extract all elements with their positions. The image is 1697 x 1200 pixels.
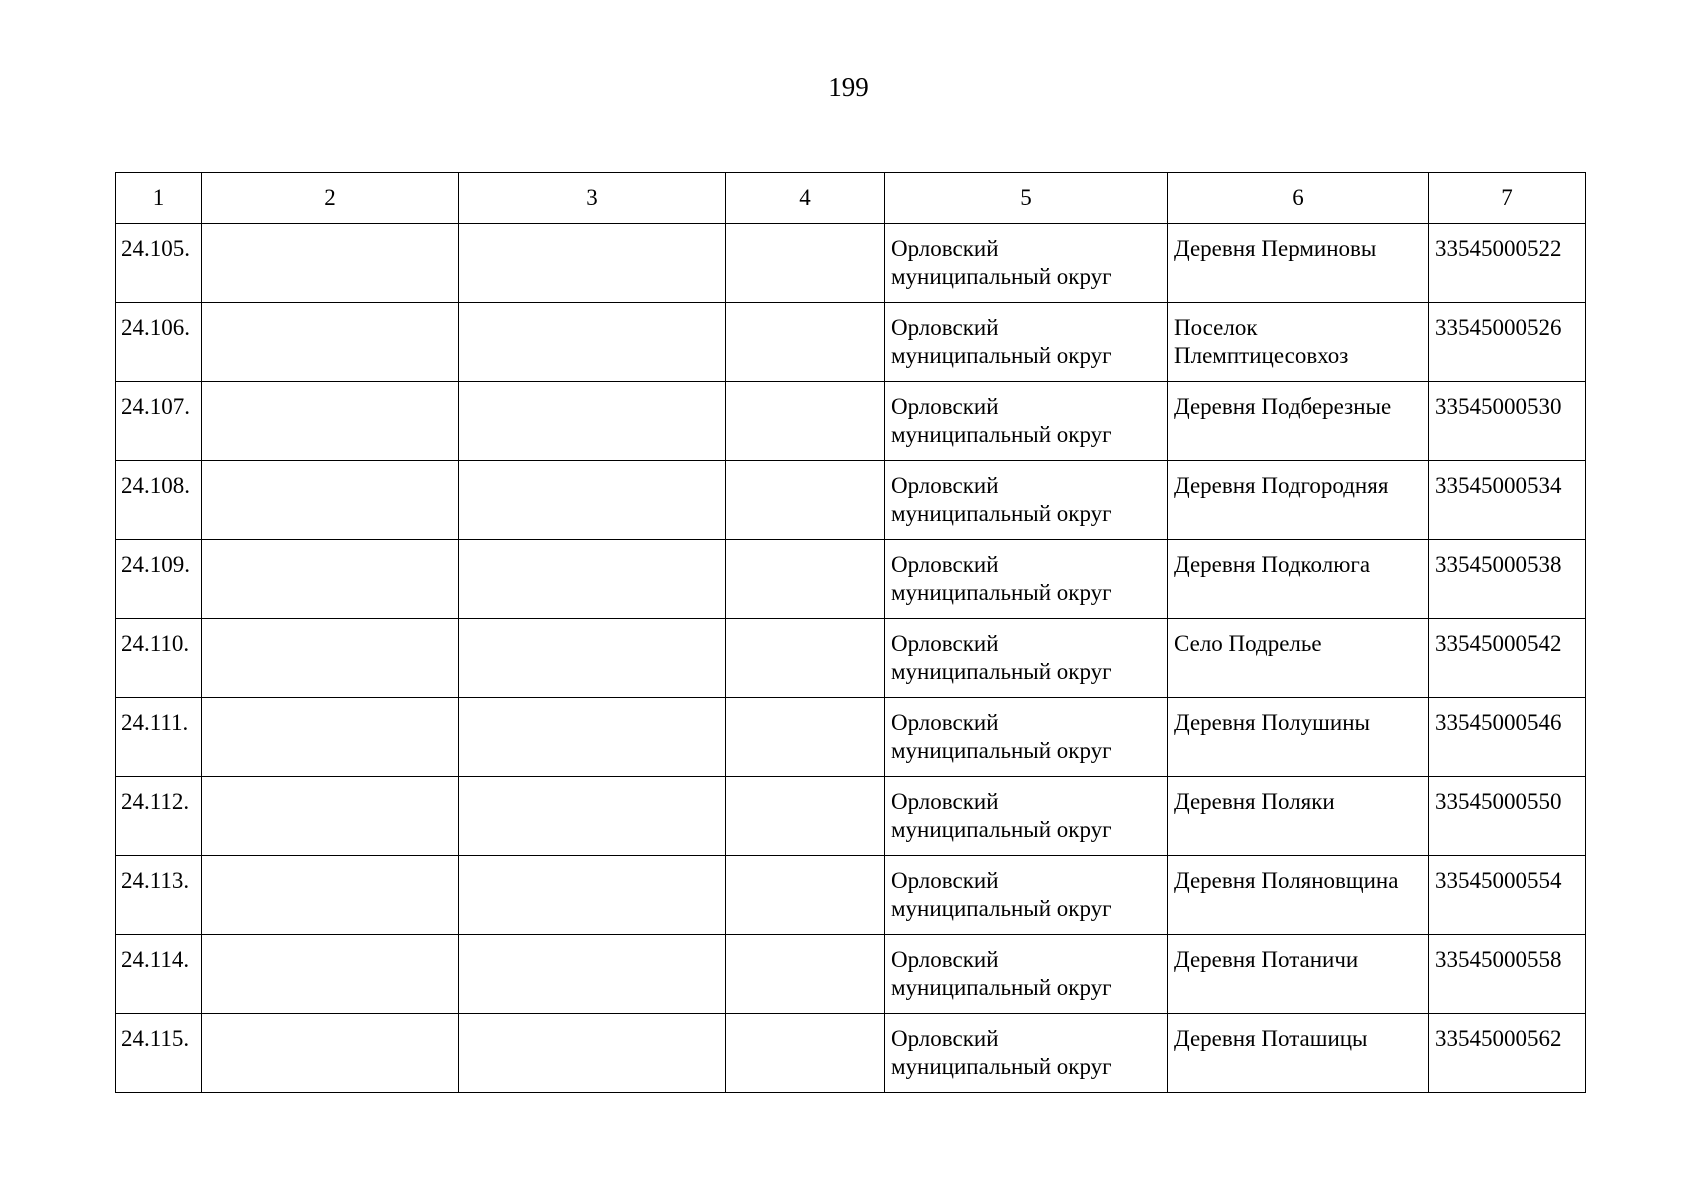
column-header-6: 6 bbox=[1168, 173, 1429, 224]
district-type: муниципальный округ bbox=[891, 659, 1112, 684]
settlement-name: Деревня Поляки bbox=[1174, 789, 1335, 814]
oktmo-code-cell: 33545000550 bbox=[1429, 777, 1586, 856]
oktmo-code-cell: 33545000546 bbox=[1429, 698, 1586, 777]
oktmo-code-cell: 33545000534 bbox=[1429, 461, 1586, 540]
municipal-district-cell bbox=[885, 698, 1168, 777]
district-name: Орловский bbox=[891, 236, 999, 261]
settlements-table bbox=[115, 172, 1586, 1093]
column-3-cell bbox=[459, 935, 726, 1014]
column-4-cell bbox=[726, 461, 885, 540]
table-row bbox=[116, 698, 1586, 777]
municipal-district-cell bbox=[885, 777, 1168, 856]
settlement-cell bbox=[1168, 777, 1429, 856]
table-body bbox=[116, 224, 1586, 1093]
district-name: Орловский bbox=[891, 710, 999, 735]
column-2-cell bbox=[202, 382, 459, 461]
column-3-cell bbox=[459, 1014, 726, 1093]
column-3-cell bbox=[459, 856, 726, 935]
row-number-cell: 24.106. bbox=[116, 303, 202, 382]
column-4-cell bbox=[726, 1014, 885, 1093]
oktmo-code-cell: 33545000530 bbox=[1429, 382, 1586, 461]
settlement-name-cont: Племптицесовхоз bbox=[1174, 343, 1349, 368]
column-2-cell bbox=[202, 461, 459, 540]
row-number-cell: 24.111. bbox=[116, 698, 202, 777]
row-number-cell: 24.115. bbox=[116, 1014, 202, 1093]
column-2-cell bbox=[202, 540, 459, 619]
column-2-cell bbox=[202, 303, 459, 382]
district-type: муниципальный округ bbox=[891, 896, 1112, 921]
column-3-cell bbox=[459, 224, 726, 303]
column-header-7: 7 bbox=[1429, 173, 1586, 224]
settlement-name: Деревня Поляновщина bbox=[1174, 868, 1399, 893]
column-4-cell bbox=[726, 224, 885, 303]
district-type: муниципальный округ bbox=[891, 975, 1112, 1000]
settlement-name: Деревня Потаничи bbox=[1174, 947, 1359, 972]
district-name: Орловский bbox=[891, 473, 999, 498]
column-header-3: 3 bbox=[459, 173, 726, 224]
settlement-name: Деревня Подберезные bbox=[1174, 394, 1392, 419]
district-type: муниципальный округ bbox=[891, 817, 1112, 842]
column-4-cell bbox=[726, 540, 885, 619]
column-2-cell bbox=[202, 224, 459, 303]
column-3-cell bbox=[459, 777, 726, 856]
row-number-cell: 24.107. bbox=[116, 382, 202, 461]
table-row bbox=[116, 619, 1586, 698]
oktmo-code-cell: 33545000558 bbox=[1429, 935, 1586, 1014]
settlement-cell bbox=[1168, 619, 1429, 698]
column-4-cell bbox=[726, 856, 885, 935]
district-type: муниципальный округ bbox=[891, 422, 1112, 447]
row-number-cell: 24.114. bbox=[116, 935, 202, 1014]
column-header-4: 4 bbox=[726, 173, 885, 224]
settlement-cell bbox=[1168, 856, 1429, 935]
oktmo-code-cell: 33545000522 bbox=[1429, 224, 1586, 303]
municipal-district-cell bbox=[885, 619, 1168, 698]
column-3-cell bbox=[459, 461, 726, 540]
settlement-name: Село Подрелье bbox=[1174, 631, 1322, 656]
settlement-name: Деревня Полушины bbox=[1174, 710, 1370, 735]
column-4-cell bbox=[726, 777, 885, 856]
settlement-cell bbox=[1168, 303, 1429, 382]
settlement-name: Деревня Перминовы bbox=[1174, 236, 1377, 261]
oktmo-code-cell: 33545000562 bbox=[1429, 1014, 1586, 1093]
table-header bbox=[116, 173, 1586, 224]
district-name: Орловский bbox=[891, 552, 999, 577]
column-4-cell bbox=[726, 619, 885, 698]
table-row bbox=[116, 382, 1586, 461]
district-type: муниципальный округ bbox=[891, 343, 1112, 368]
district-type: муниципальный округ bbox=[891, 501, 1112, 526]
district-name: Орловский bbox=[891, 789, 999, 814]
district-type: муниципальный округ bbox=[891, 1054, 1112, 1079]
page-number: 199 bbox=[828, 72, 869, 102]
row-number-cell: 24.113. bbox=[116, 856, 202, 935]
settlement-cell bbox=[1168, 461, 1429, 540]
settlement-cell bbox=[1168, 1014, 1429, 1093]
district-name: Орловский bbox=[891, 315, 999, 340]
municipal-district-cell bbox=[885, 1014, 1168, 1093]
municipal-district-cell bbox=[885, 382, 1168, 461]
settlement-cell bbox=[1168, 382, 1429, 461]
column-2-cell bbox=[202, 698, 459, 777]
settlement-cell bbox=[1168, 224, 1429, 303]
column-2-cell bbox=[202, 777, 459, 856]
column-2-cell bbox=[202, 856, 459, 935]
column-3-cell bbox=[459, 303, 726, 382]
column-2-cell bbox=[202, 619, 459, 698]
settlement-cell bbox=[1168, 540, 1429, 619]
district-type: муниципальный округ bbox=[891, 738, 1112, 763]
municipal-district-cell bbox=[885, 303, 1168, 382]
table-row bbox=[116, 935, 1586, 1014]
column-3-cell bbox=[459, 540, 726, 619]
district-name: Орловский bbox=[891, 1026, 999, 1051]
column-header-1: 1 bbox=[116, 173, 202, 224]
settlement-name: Деревня Поташицы bbox=[1174, 1026, 1368, 1051]
oktmo-code-cell: 33545000538 bbox=[1429, 540, 1586, 619]
column-4-cell bbox=[726, 698, 885, 777]
settlement-name: Деревня Подколюга bbox=[1174, 552, 1371, 577]
column-2-cell bbox=[202, 1014, 459, 1093]
row-number-cell: 24.105. bbox=[116, 224, 202, 303]
settlement-name: Поселок bbox=[1174, 315, 1258, 340]
table-row bbox=[116, 856, 1586, 935]
district-name: Орловский bbox=[891, 631, 999, 656]
row-number-cell: 24.110. bbox=[116, 619, 202, 698]
table-row bbox=[116, 224, 1586, 303]
settlement-name: Деревня Подгородняя bbox=[1174, 473, 1389, 498]
column-4-cell bbox=[726, 935, 885, 1014]
district-name: Орловский bbox=[891, 947, 999, 972]
settlement-cell bbox=[1168, 935, 1429, 1014]
municipal-district-cell bbox=[885, 935, 1168, 1014]
row-number-cell: 24.109. bbox=[116, 540, 202, 619]
oktmo-code-cell: 33545000554 bbox=[1429, 856, 1586, 935]
municipal-district-cell bbox=[885, 224, 1168, 303]
column-header-5: 5 bbox=[885, 173, 1168, 224]
table-row bbox=[116, 777, 1586, 856]
table-row bbox=[116, 461, 1586, 540]
column-3-cell bbox=[459, 619, 726, 698]
column-2-cell bbox=[202, 935, 459, 1014]
table-row bbox=[116, 1014, 1586, 1093]
oktmo-code-cell: 33545000526 bbox=[1429, 303, 1586, 382]
municipal-district-cell bbox=[885, 461, 1168, 540]
column-4-cell bbox=[726, 303, 885, 382]
settlement-cell bbox=[1168, 698, 1429, 777]
municipal-district-cell bbox=[885, 856, 1168, 935]
row-number-cell: 24.112. bbox=[116, 777, 202, 856]
column-header-2: 2 bbox=[202, 173, 459, 224]
district-name: Орловский bbox=[891, 394, 999, 419]
column-4-cell bbox=[726, 382, 885, 461]
table-row bbox=[116, 540, 1586, 619]
oktmo-code-cell: 33545000542 bbox=[1429, 619, 1586, 698]
column-3-cell bbox=[459, 382, 726, 461]
column-3-cell bbox=[459, 698, 726, 777]
district-name: Орловский bbox=[891, 868, 999, 893]
row-number-cell: 24.108. bbox=[116, 461, 202, 540]
district-type: муниципальный округ bbox=[891, 264, 1112, 289]
header-row bbox=[116, 173, 1586, 224]
table-row bbox=[116, 303, 1586, 382]
district-type: муниципальный округ bbox=[891, 580, 1112, 605]
municipal-district-cell bbox=[885, 540, 1168, 619]
